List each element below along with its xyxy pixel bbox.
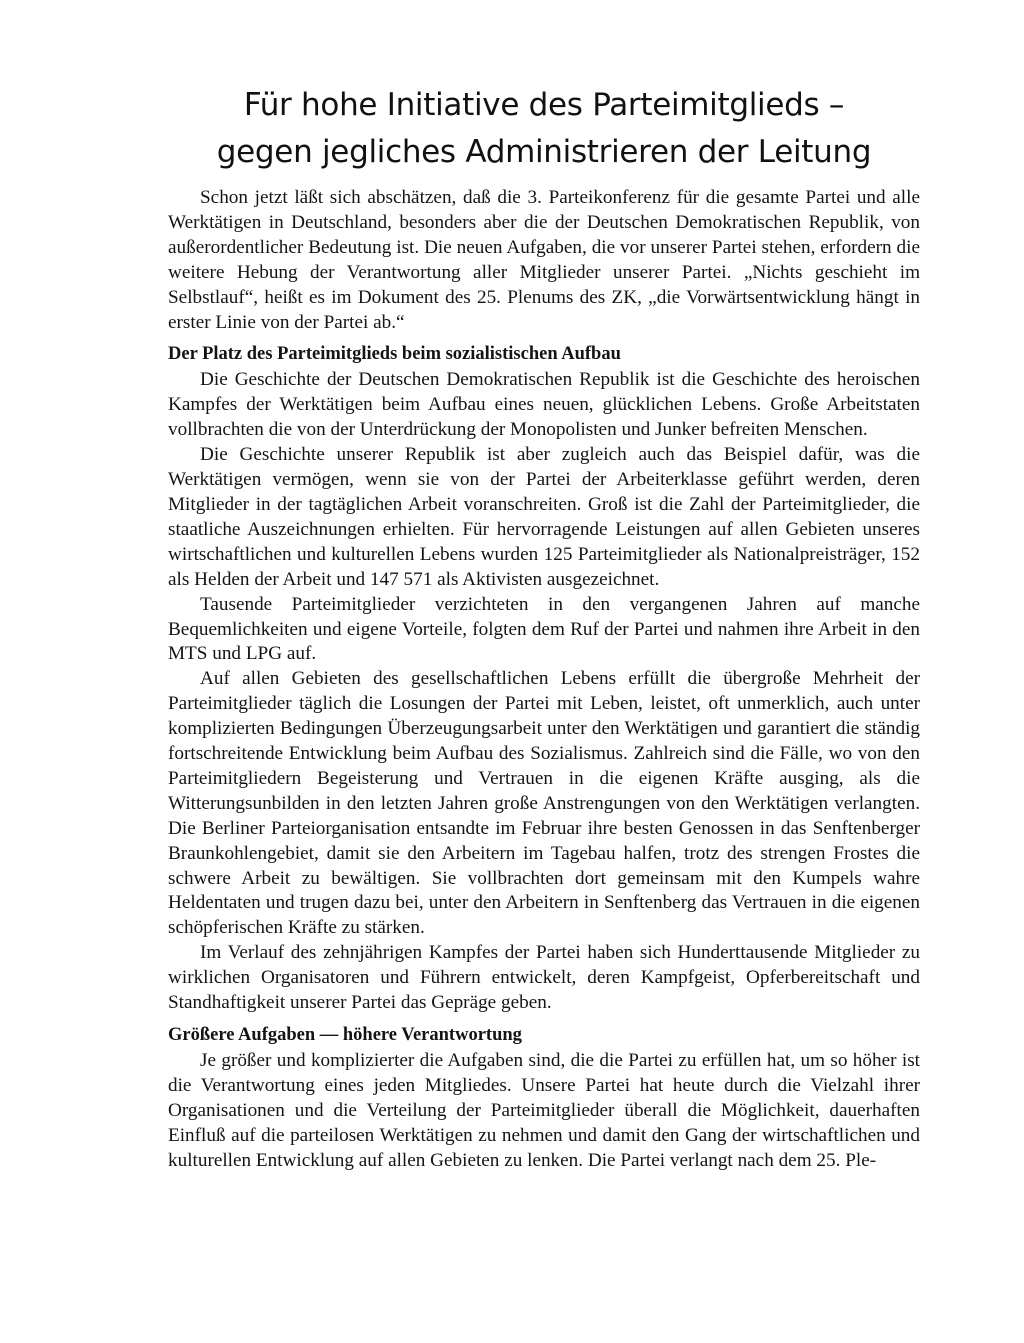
section-heading-1: Der Platz des Parteimitglieds beim sozialistischen Aufbau bbox=[168, 344, 621, 365]
page-title bbox=[168, 82, 920, 176]
paragraph: Je größer und komplizierter die Aufgaben sind, die die Partei zu erfüllen hat, um so höher ist die Verantwortung eines jeden Mitgliedes. Unsere Partei hat heute durch die Vielzahl ihrer Organisationen und die Verteilung der Parteimitglieder überall die Möglichkeit, dauerhaften Einfluß auf die parteilosen Werktätigen zu nehmen und damit den Gang der wirtschaftlichen und kulturellen Entwicklung auf allen Gebieten zu lenken. Die Partei verlangt nach dem 25. Ple- bbox=[168, 1050, 920, 1171]
title-line-1: Für hohe Initiative des Parteimitglieds – bbox=[243, 87, 845, 123]
paragraph: Tausende Parteimitglieder verzichteten in den vergangenen Jahren auf manche Bequemlichkeiten und eigene Vorteile, folgten dem Ruf der Partei und nahmen ihre Arbeit in den MTS und LPG auf. bbox=[168, 593, 920, 665]
paragraph: Im Verlauf des zehnjährigen Kampfes der Partei haben sich Hunderttausende Mitglieder zu wirklichen Organisatoren und Führern entwickelt, deren Kampfgeist, Opferbereitschaft und Standhaftigkeit unserer Partei das Gepräge geben. bbox=[168, 942, 920, 1014]
paragraph: Die Geschichte unserer Republik ist aber zugleich auch das Beispiel dafür, was die Werktätigen vermögen, wenn sie von der Partei der Arbeiterklasse geführt werden, deren Mitglieder in der tagtäglichen Arbeit voranschreiten. Groß ist die Zahl der Parteimitglieder, die staatliche Auszeichnungen erhielten. Für hervorragende Leistungen auf allen Gebieten unseres wirtschaftlichen und kulturellen Lebens wurden 125 Parteimitglieder als Nationalpreisträger, 152 als Helden der Arbeit und 147 571 als Aktivisten ausgezeichnet. bbox=[168, 444, 920, 590]
intro-paragraph: Schon jetzt läßt sich abschätzen, daß die 3. Parteikonferenz für die gesamte Partei und alle Werktätigen in Deutschland, besonders aber die der Deutschen Demokratischen Republik, von außerordentlicher Bedeutung ist. Die neuen Aufgaben, die vor unserer Partei stehen, erfordern die weitere Hebung der Verantwortung aller Mitglieder unserer Partei. „Nichts geschieht im Selbstlauf“, heißt es im Dokument des 25. Plenums des ZK, „die Vorwärtsentwicklung hängt in erster Linie von der Partei ab.“ bbox=[168, 187, 920, 333]
paragraph: Die Geschichte der Deutschen Demokratischen Republik ist die Geschichte des heroischen Kampfes der Werktätigen beim Aufbau eines neuen, glücklichen Lebens. Große Arbeitstaten vollbrachten die von der Unterdrückung der Monopolisten und Junker befreiten Menschen. bbox=[168, 369, 920, 441]
article-body bbox=[168, 186, 920, 1174]
section-heading-2: Größere Aufgaben — höhere Verantwortung bbox=[168, 1025, 522, 1045]
document-page bbox=[168, 82, 920, 1174]
title-line-2: gegen jegliches Administrieren der Leitung bbox=[216, 134, 872, 170]
paragraph: Auf allen Gebieten des gesellschaftlichen Lebens erfüllt die übergroße Mehrheit der Parteimitglieder täglich die Losungen der Partei mit Leben, leistet, oft unmerklich, auch unter komplizierten Bedingungen Überzeugungsarbeit unter den Werktätigen und garantiert die ständig fortschreitende Entwicklung beim Aufbau des Sozialismus. Zahlreich sind die Fälle, wo von den Parteimitgliedern Begeisterung und Vertrauen in die eigenen Kräfte ausging, als die Witterungsunbilden in den letzten Jahren große Anstrengungen von den Werktätigen verlangten. Die Berliner Parteiorganisation entsandte im Februar ihre besten Genossen in das Senftenberger Braunkohlengebiet, damit sie den Arbeitern im Tagebau halfen, trotz des strengen Frostes die schwere Arbeit zu bewältigen. Sie vollbrachten dort gemeinsam mit den Kumpels wahre Heldentaten und trugen dazu bei, unter den Arbeitern in Senftenberg das Vertrauen in die eigenen schöpferischen Kräfte zu stärken. bbox=[168, 668, 920, 939]
